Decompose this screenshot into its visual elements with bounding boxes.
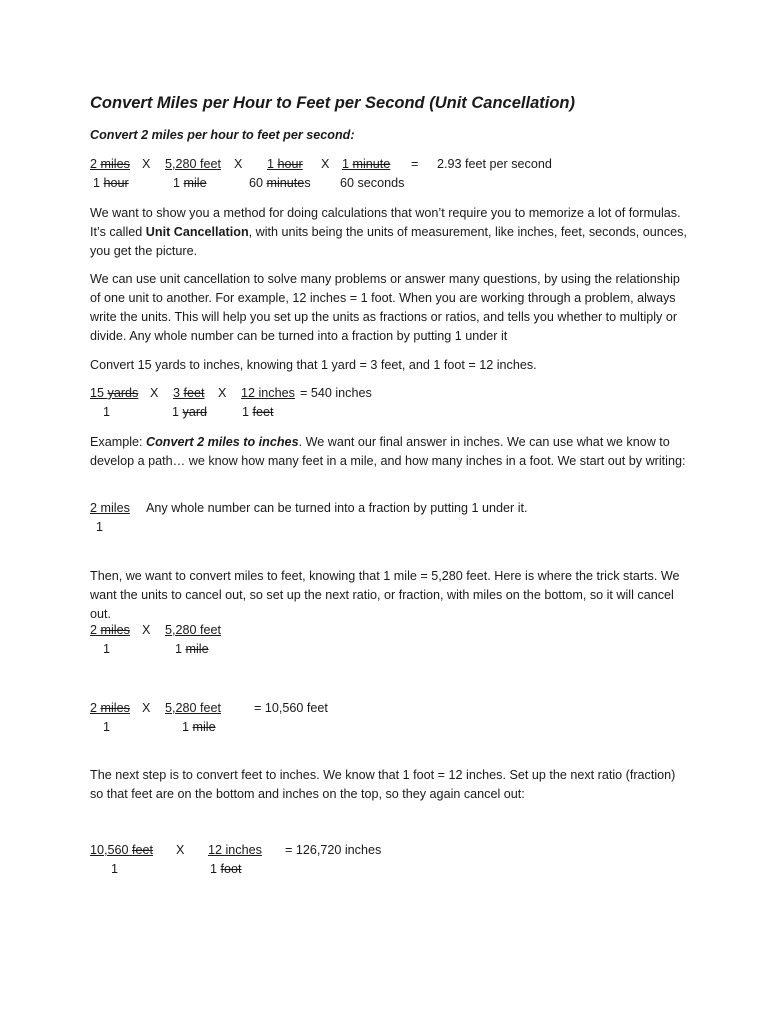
fraction-denominator: 1 [103, 720, 111, 734]
fraction-denominator: 60 seconds [340, 176, 405, 190]
equation-result: = 126,720 inches [285, 843, 382, 857]
equals-sign: = [411, 157, 419, 171]
fraction-denominator: 1 [111, 862, 119, 876]
example-heading: Convert 2 miles per hour to feet per second: [90, 128, 355, 142]
yards-problem: Convert 15 yards to inches, knowing that 1 yard = 3 feet, and 1 foot = 12 inches. [90, 358, 537, 372]
fraction-numerator: 15 yards [90, 386, 139, 400]
fraction-denominator: 1 yard [172, 405, 208, 419]
fraction-denominator: 1 [96, 520, 104, 534]
fraction-numerator: 5,280 feet [165, 157, 222, 171]
fraction-denominator: 1 foot [210, 862, 242, 876]
fraction-numerator: 2 miles [90, 501, 130, 515]
equation-result: = 10,560 feet [254, 701, 328, 715]
multiply-sign: X [321, 157, 330, 171]
multiply-sign: X [142, 701, 151, 715]
fraction-denominator: 1 mile [175, 642, 209, 656]
fraction-numerator: 3 feet [173, 386, 205, 400]
fraction-numerator: 2 miles [90, 701, 130, 715]
multiply-sign: X [218, 386, 227, 400]
fraction-denominator: 1 [103, 405, 111, 419]
multiply-sign: X [234, 157, 243, 171]
fraction-numerator: 2 miles [90, 623, 130, 637]
multiply-sign: X [150, 386, 159, 400]
fraction-denominator: 1 hour [93, 176, 129, 190]
multiply-sign: X [176, 843, 185, 857]
fraction-numerator: 12 inches [241, 386, 295, 400]
fraction-numerator: 12 inches [208, 843, 262, 857]
fraction-numerator: 2 miles [90, 157, 130, 171]
fraction-numerator: 5,280 feet [165, 701, 222, 715]
fraction-denominator: 1 mile [182, 720, 216, 734]
multiply-sign: X [142, 623, 151, 637]
equation-result: 2.93 feet per second [437, 157, 552, 171]
fraction-numerator: 10,560 feet [90, 843, 154, 857]
fraction-denominator: 1 mile [173, 176, 207, 190]
fraction-numerator: 5,280 feet [165, 623, 222, 637]
fraction-denominator: 60 minutes [249, 176, 311, 190]
miles-to-feet-paragraph: Then, we want to convert miles to feet, knowing that 1 mile = 5,280 feet. Here is where the trick starts. We want the units to cancel out, so set up the next ratio, or fraction, with miles on the bottom, so it will cancel out. [90, 569, 680, 621]
example-paragraph: Example: Convert 2 miles to inches. We want our final answer in inches. We can use what we know to develop a path… we know how many feet in a mile, and how many inches in a foot. We start out by writing: [90, 435, 686, 468]
page-title: Convert Miles per Hour to Feet per Second (Unit Cancellation) [90, 94, 575, 112]
intro-paragraph: We want to show you a method for doing calculations that won’t require you to memorize a lot of formulas. It’s called Unit Cancellation, with units being the units of measurement, like inches, feet, seconds, ounces, you get the picture. [90, 206, 687, 258]
equation-note: Any whole number can be turned into a fraction by putting 1 under it. [146, 501, 528, 515]
explanation-paragraph: We can use unit cancellation to solve many problems or answer many questions, by using the relationship of one unit to another. For example, 12 inches = 1 foot. When you are working through a problem, always write the units. This will help you set up the units as fractions or ratios, and tells you whether to multiply or divide. Any whole number can be turned into a fraction by putting 1 under it [90, 272, 680, 343]
fraction-numerator: 1 minute [342, 157, 391, 171]
fraction-denominator: 1 [103, 642, 111, 656]
feet-to-inches-paragraph: The next step is to convert feet to inches. We know that 1 foot = 12 inches. Set up the next ratio (fraction) so that feet are on the bottom and inches on the top, so they again cancel out: [90, 768, 676, 801]
equation-result: = 540 inches [300, 386, 372, 400]
fraction-numerator: 1 hour [267, 157, 303, 171]
fraction-denominator: 1 feet [242, 405, 274, 419]
multiply-sign: X [142, 157, 151, 171]
